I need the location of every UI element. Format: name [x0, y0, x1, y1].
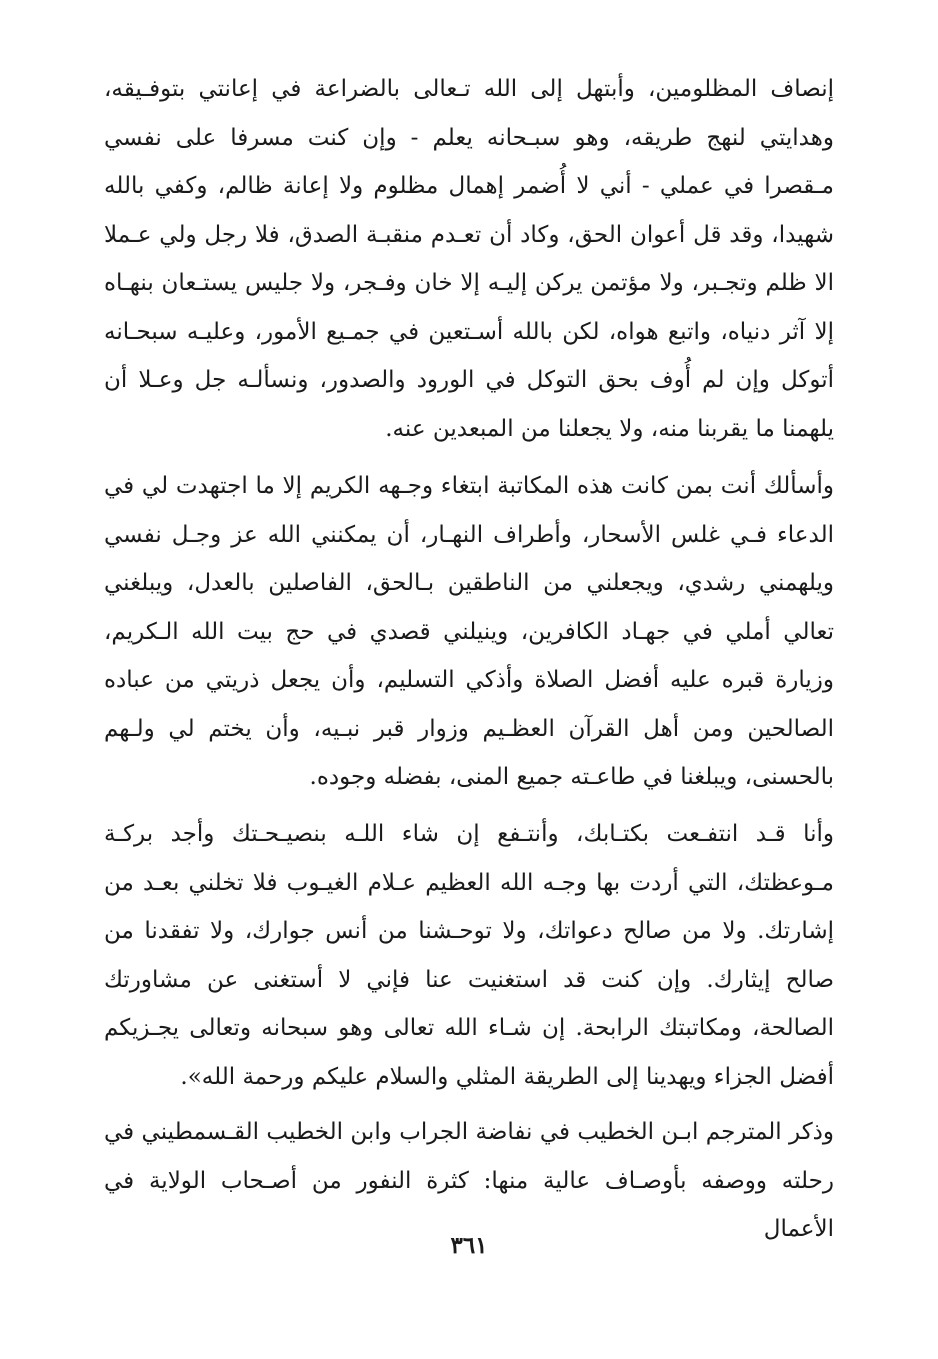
paragraph-1: إنصاف المظلومين، وأبتهل إلى الله تـعالى بالضراعة في إعانتي بتوفـيقه، وهدايتي لنهج طريقه، وهو سبـحانه يعلم - وإن كنت مسرفا على نفسي مـقصرا في عملي - أني لا أُضمر إهمال مظلوم ولا إعانة ظالم، وكفي بالله شهيدا، وقد قل أعوان الحق، وكاد أن تعـدم منقبـة الصدق، فلا رجل ولي عـملا الا ظلم وتجـبر، ولا مؤتمن يركن إليـه إلا خان وفـجر، ولا جليس يستـعان بنهـاه إلا آثر دنياه، واتبع هواه، لكن بالله أسـتعين في جمـيع الأمور، وعليـه سبحـانه أتوكل وإن لم أُوف بحق التوكل في الورود والصدور، ونسألـه جل وعـلا أن يلهمنا ما يقربنا منه، ولا يجعلنا من المبعدين عنه.	[104, 76, 834, 442]
paragraph-4: وذكر المترجم ابـن الخطيب في نفاضة الجراب وابن الخطيب القـسمطيني في رحلته ووصفه بأوصـاف عالية منها: كثرة النفور من أصـحاب الولاية في الأعمال	[104, 1119, 834, 1242]
paragraph-3: وأنا قـد انتفـعت بكتـابك، وأنتـفع إن شاء اللـه بنصيـحـتك وأجد بركـة مـوعظتك، التي أردت بها وجـه الله العظيم عـلام الغيـوب فلا تخلني بعـد من إشارتك. ولا من صالح دعواتك، ولا توحـشنا من أنس جوارك، ولا تفقدنا من صالح إيثارك. وإن كنت قد استغنيت عنا فإني لا أستغنى عن مشاورتك الصالحة، ومكاتبتك الرابحة. إن شـاء الله تعالى وهو سبحانه وتعالى يجـزيكم أفضل الجزاء ويهدينا إلى الطريقة المثلي والسلام عليكم ورحمة الله».	[104, 821, 834, 1090]
page-number: ٣٦١	[450, 1232, 488, 1259]
paragraph-2: وأسألك أنت بمن كانت هذه المكاتبة ابتغاء وجـهه الكريم إلا ما اجتهدت لي في الدعاء فـي غلس الأسحار، وأطراف النهـار، أن يمكنني الله عز وجـل نفسي ويلهمني رشدي، ويجعلني من الناطقين بـالحق، الفاصلين بالعدل، ويبلغني تعالي أملي في جهـاد الكافرين، وينيلني قصدي في حج بيت الله الـكريم، وزيارة قبره عليه أفضل الصلاة وأذكي التسليم، وأن يجعل ذريتي من عباده الصالحين ومن أهل القرآن العظـيم وزوار قبر نبـيه، وأن يختم لي ولـهم بالحسنى، ويبلغنا في طاعـته جميع المنى، بفضله وجوده.	[104, 473, 834, 790]
